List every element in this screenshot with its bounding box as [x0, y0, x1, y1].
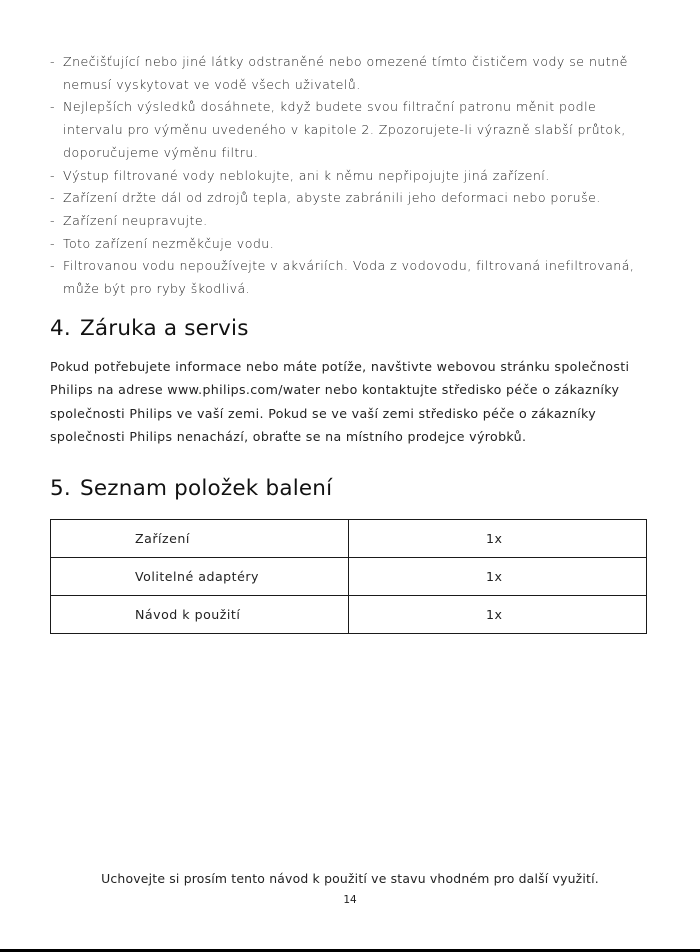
item-quantity: 1x: [349, 596, 647, 634]
list-item: - Znečišťující nebo jiné látky odstraněné nebo omezené tímto čističem vody se nutně nemusí vyskytovat ve vodě všech uživatelů.: [50, 51, 655, 96]
section-title: Seznam položek balení: [80, 476, 333, 501]
bullet-dash: -: [50, 190, 55, 206]
bullet-dash: -: [50, 258, 55, 274]
item-name: Zařízení: [51, 520, 349, 558]
page-number: 14: [343, 894, 357, 906]
warranty-paragraph: Pokud potřebujete informace nebo máte potíže, navštivte webovou stránku společnosti Philips na adrese www.philips.com/water nebo kontaktujte středisko péče o zákazníky společnosti Philips ve vaší zemi. Pokud se ve vaší zemi středisko péče o zákazníky společnosti Philips nenachází, obraťte se na místního prodejce výrobků.: [50, 359, 630, 444]
warning-list: [50, 51, 655, 301]
section-title: Záruka a servis: [80, 316, 249, 341]
table-row: [51, 520, 647, 558]
item-quantity: 1x: [349, 558, 647, 596]
list-item: - Zařízení držte dál od zdrojů tepla, abyste zabránili jeho deformaci nebo poruše.: [50, 187, 655, 210]
bullet-dash: -: [50, 54, 55, 69]
bullet-dash: -: [50, 99, 55, 115]
item-name: Volitelné adaptéry: [51, 558, 349, 596]
bullet-dash: -: [50, 212, 55, 228]
section-5-heading: [50, 476, 332, 501]
package-contents-table: [50, 519, 647, 634]
section-4-heading: [50, 316, 249, 341]
list-item: - Filtrovanou vodu nepoužívejte v akváriích. Voda z vodovodu, filtrovaná inefiltrovaná, může být pro ryby škodlivá.: [50, 255, 655, 300]
bullet-dash: -: [50, 167, 55, 183]
item-quantity: 1x: [349, 520, 647, 558]
section-number: 4.: [50, 316, 71, 341]
table-row: [51, 596, 647, 634]
list-item: - Zařízení neupravujte.: [50, 210, 655, 233]
list-item: - Nejlepších výsledků dosáhnete, když budete svou filtrační patronu měnit podle intervalu pro výměnu uvedeného v kapitole 2. Zpozorujete-li výrazně slabší průtok, doporučujeme výměnu filtru.: [50, 96, 655, 164]
bullet-dash: -: [50, 235, 55, 251]
list-item: - Výstup filtrované vody neblokujte, ani k němu nepřipojujte jiná zařízení.: [50, 165, 655, 188]
item-name: Návod k použití: [51, 596, 349, 634]
list-item: - Toto zařízení nezměkčuje vodu.: [50, 233, 655, 256]
footer-note: Uchovejte si prosím tento návod k použití ve stavu vhodném pro další využití.: [101, 871, 599, 886]
table-row: [51, 558, 647, 596]
section-number: 5.: [50, 476, 71, 501]
